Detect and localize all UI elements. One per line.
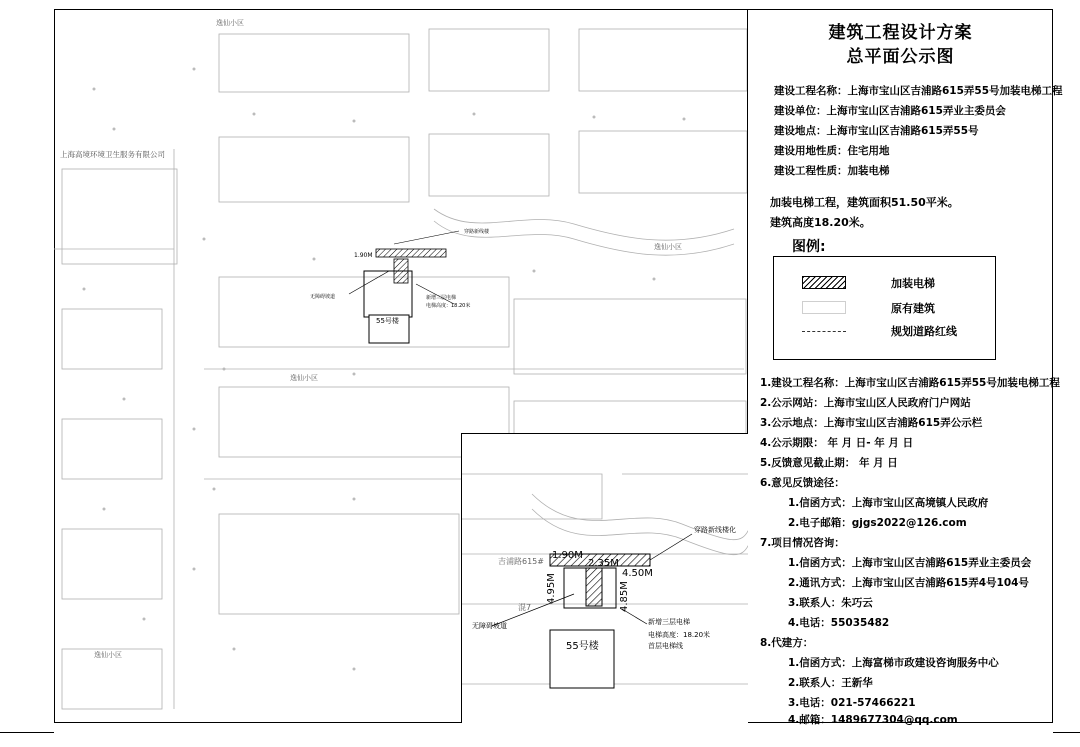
notice-item: 3.公示地点：上海市宝山区吉浦路615弄公示栏 (760, 417, 983, 429)
legend-title: 图例: (792, 239, 826, 255)
building-outline (579, 131, 747, 193)
building-outline (62, 419, 162, 479)
building-outline (462, 474, 602, 519)
page-subtitle: 总平面公示图 (846, 47, 955, 67)
legend-label: 规划道路红线 (891, 325, 957, 338)
notice-subitem: 2.通讯方式：上海市宝山区吉浦路615弄4号104号 (788, 577, 1029, 589)
notice-item: 4.公示期限： 年 月 日- 年 月 日 (760, 437, 914, 449)
inset-note: 首层电梯线 (648, 642, 683, 650)
district-label: 逸仙小区 (654, 243, 682, 251)
notice-item: 1.建设工程名称：上海市宝山区吉浦路615弄55号加装电梯工程 (760, 377, 1060, 389)
notice-subitem: 3.联系人：朱巧云 (788, 597, 873, 609)
notice-item: 7.项目情况咨询： (760, 537, 845, 549)
building-55-label: 55号楼 (376, 317, 399, 325)
elevator-detail-main (310, 228, 490, 343)
inset-building-label: 55号楼 (566, 641, 599, 652)
note-label: 新增三层电梯 (426, 295, 457, 301)
legend-label: 原有建筑 (891, 302, 935, 315)
crop-mark-right (1053, 732, 1080, 733)
info-panel (748, 9, 1063, 726)
legend (773, 256, 996, 360)
building-outline (429, 134, 549, 196)
enlarged-inset (461, 433, 748, 723)
inset-dim-label: 4.50M (622, 568, 653, 579)
project-owner: 建设单位：上海市宝山区吉浦路615弄业主委员会 (774, 105, 1006, 117)
note-label: 穿路新线楼 (464, 229, 490, 235)
road-edge (434, 221, 734, 255)
notice-item: 5.反馈意见截止期： 年 月 日 (760, 457, 898, 469)
notice-item: 6.意见反馈途径： (760, 477, 845, 489)
inset-building-code: 混7 (518, 603, 532, 612)
notice-subitem: 1.信函方式：上海市宝山区吉浦路615弄业主委员会 (788, 557, 1032, 569)
notice-item: 2.公示网站：上海市宝山区人民政府门户网站 (760, 397, 971, 409)
legend-swatch-redline (802, 331, 846, 333)
notice-subitem: 2.电子邮箱：gjgs2022@126.com (788, 517, 967, 529)
legend-swatch-elevator (802, 276, 846, 289)
building-outline (219, 514, 459, 614)
project-name: 建设工程名称：上海市宝山区吉浦路615弄55号加装电梯工程 (774, 85, 1063, 97)
district-label: 逸仙小区 (290, 374, 318, 382)
project-location: 建设地点：上海市宝山区吉浦路615弄55号 (774, 125, 979, 137)
building-outline (219, 137, 409, 202)
company-label: 上海高境环境卫生服务有限公司 (60, 150, 165, 159)
inset-note: 无障碍坡道 (472, 622, 507, 630)
building-outline (622, 474, 748, 519)
notice-subitem: 3.电话：021-57466221 (788, 697, 916, 709)
note-label: 无障碍坡道 (310, 294, 336, 300)
road-edge (434, 209, 734, 240)
inset-dim-label: 1.90M (552, 550, 583, 561)
summary-area: 加装电梯工程，建筑面积51.50平米。 (770, 196, 959, 209)
building-outline (219, 34, 409, 92)
inset-note: 穿路新线楼化 (694, 526, 736, 534)
inset-road-label: 吉浦路615# (498, 557, 544, 566)
notice-subitem: 4.邮箱：1489677304@qq.com (788, 714, 958, 726)
notice-subitem: 1.信函方式：上海市宝山区高境镇人民政府 (788, 497, 989, 509)
inset-dim-label: 4.85M (619, 581, 630, 612)
crop-mark-left (0, 732, 54, 733)
inset-drawing (462, 434, 748, 723)
district-label: 逸仙小区 (94, 651, 122, 659)
notice-item: 8.代建方： (760, 637, 814, 649)
building-outline (62, 169, 177, 264)
land-use: 建设用地性质：住宅用地 (774, 145, 890, 157)
notice-subitem: 1.信函方式：上海富梯市政建设咨询服务中心 (788, 657, 999, 669)
inset-dim-label: 4.95M (546, 573, 557, 604)
note-label: 电梯高度：18.20米 (426, 303, 471, 309)
inset-note: 电梯高度：18.20米 (648, 631, 711, 639)
building-outline (429, 29, 549, 91)
building-outline (62, 309, 162, 369)
summary-height: 建筑高度18.20米。 (770, 216, 871, 229)
building-outline (579, 29, 747, 91)
notice-subitem: 4.电话：55035482 (788, 617, 890, 629)
building-outline (62, 529, 162, 599)
inset-dim-label: 2.35M (588, 558, 619, 569)
district-label: 逸仙小区 (216, 19, 244, 27)
inset-note: 新增三层电梯 (648, 618, 690, 626)
notice-subitem: 2.联系人：王新华 (788, 677, 873, 689)
dim-label: 1.90M (354, 252, 373, 259)
page-title: 建筑工程设计方案 (828, 23, 973, 43)
legend-swatch-building (802, 301, 846, 314)
project-nature: 建设工程性质：加装电梯 (774, 165, 890, 177)
legend-label: 加装电梯 (891, 277, 935, 290)
building-outline (514, 299, 746, 374)
